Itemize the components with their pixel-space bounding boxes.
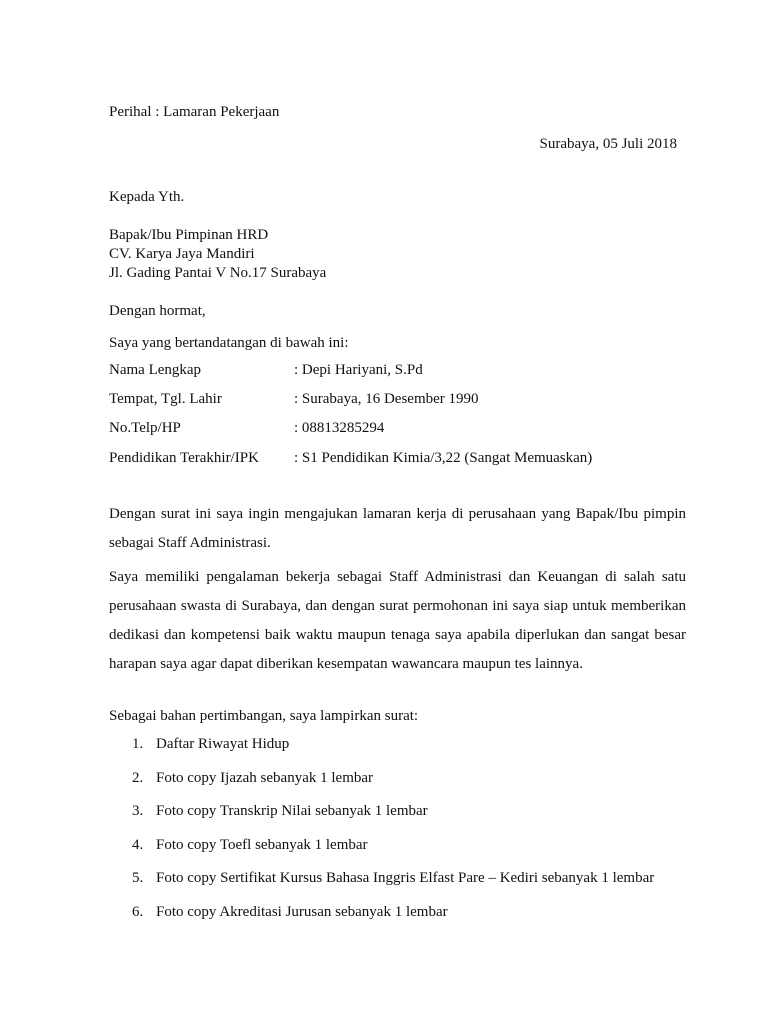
list-item: Daftar Riwayat Hidup [156,736,290,752]
field-label: Tempat, Tgl. Lahir [109,391,222,407]
list-item: Foto copy Ijazah sebanyak 1 lembar [156,770,374,786]
field-label: Pendidikan Terakhir/IPK [109,450,259,466]
list-item: Foto copy Transkrip Nilai sebanyak 1 lembar [156,803,428,819]
field-label: No.Telp/HP [109,420,181,436]
list-item: Foto copy Akreditasi Jurusan sebanyak 1 lembar [156,904,448,920]
field-label: Nama Lengkap [109,362,202,378]
recipient-line-1: Bapak/Ibu Pimpinan HRD [109,227,269,243]
list-item-number: 5. [132,870,144,886]
list-item-number: 1. [132,736,144,752]
list-item-number: 4. [132,837,144,853]
list-item-number: 2. [132,770,144,786]
paragraph-experience: Saya memiliki pengalaman bekerja sebagai Staff Administrasi dan Keuangan di salah satu perusahaan swasta di Surabaya, dan dengan surat permohonan ini saya siap untuk memberikan dedikasi dan kompetensi baik waktu maupun tenaga saya apabila diperlukan dan sangat besar harapan saya agar dapat diberikan kesempatan wawancara maupun tes lainnya. [109,569,686,672]
list-item: Foto copy Sertifikat Kursus Bahasa Inggris Elfast Pare – Kediri sebanyak 1 lembar [156,870,655,886]
field-value: : Surabaya, 16 Desember 1990 [294,391,479,407]
recipient-line-2: CV. Karya Jaya Mandiri [109,246,255,262]
paragraph-application: Dengan surat ini saya ingin mengajukan lamaran kerja di perusahaan yang Bapak/Ibu pimpin sebagai Staff Administrasi. [109,506,686,551]
field-value: : Depi Hariyani, S.Pd [294,362,423,378]
salutation: Dengan hormat, [109,303,206,319]
field-value: : S1 Pendidikan Kimia/3,22 (Sangat Memuaskan) [294,450,593,466]
subject-line: Perihal : Lamaran Pekerjaan [109,104,280,120]
recipient-line-3: Jl. Gading Pantai V No.17 Surabaya [109,265,327,281]
list-item: Foto copy Toefl sebanyak 1 lembar [156,837,368,853]
list-item-number: 6. [132,904,144,920]
list-item-number: 3. [132,803,144,819]
intro-line: Saya yang bertandatangan di bawah ini: [109,335,349,351]
field-value: : 08813285294 [294,420,385,436]
recipient-greeting: Kepada Yth. [109,189,185,205]
attachments-intro: Sebagai bahan pertimbangan, saya lampirkan surat: [109,708,419,724]
place-date: Surabaya, 05 Juli 2018 [539,136,677,152]
